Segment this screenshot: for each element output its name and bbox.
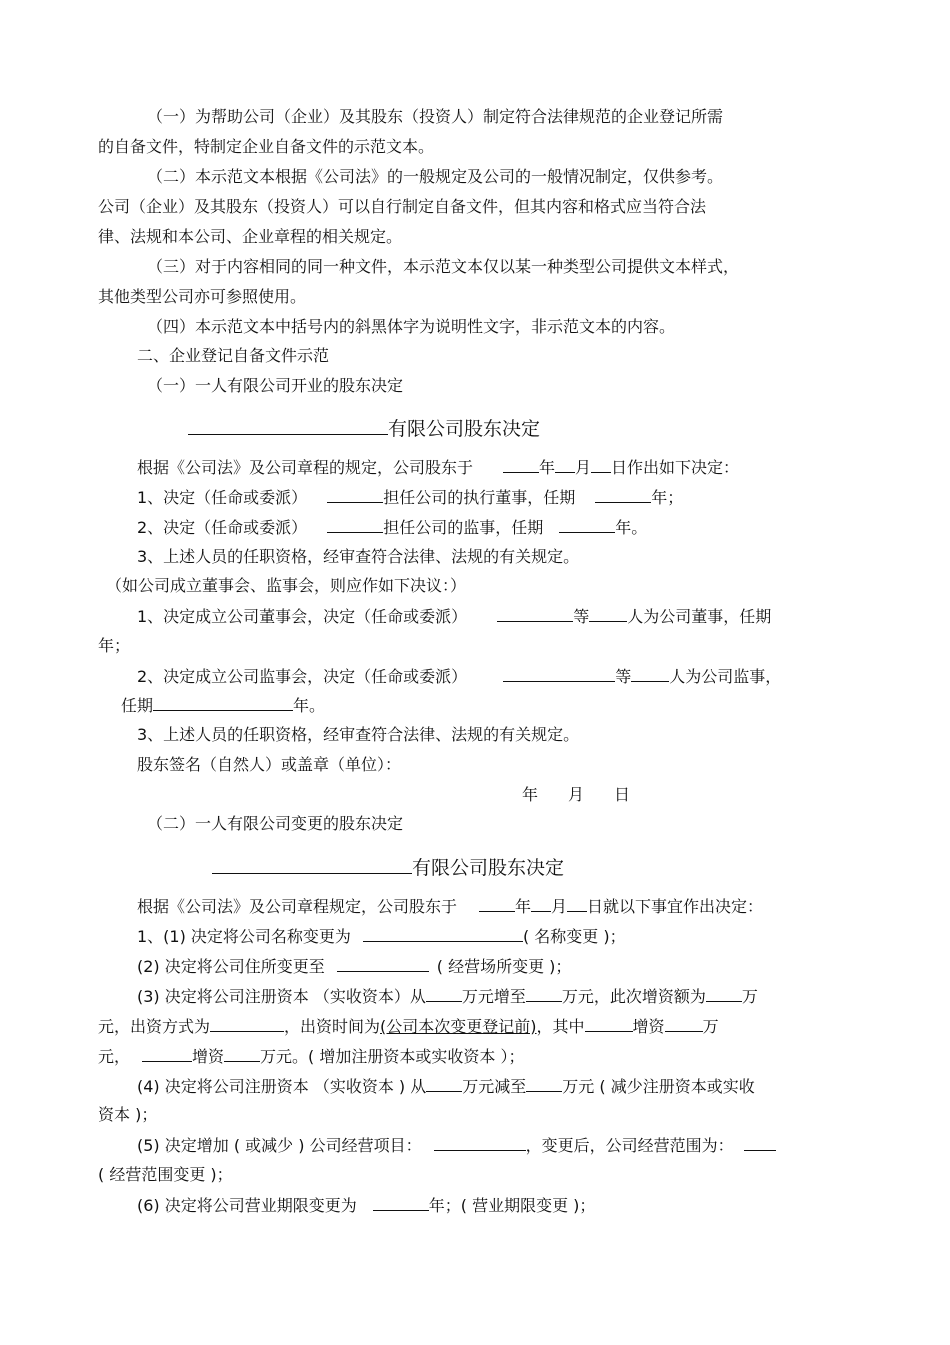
blank — [589, 606, 627, 622]
paragraph-2-line-1: （二）本示范文本根据《公司法》的一般规定及公司的一般情况制定，仅供参考。 — [147, 167, 724, 186]
decision-2-item-1: 1、(1) 决定将公司名称变更为 ( 名称变更 )； — [137, 927, 626, 946]
decision-1-board-item-1: 1、决定成立公司董事会，决定（任命或委派） 等 人为公司董事，任期 — [137, 607, 772, 626]
paragraph-4: （四）本示范文本中括号内的斜黑体字为说明性文字，非示范文本的内容。 — [147, 317, 676, 336]
decision-1-board-item-1-cont: 年； — [98, 636, 131, 655]
subsection-heading-2: （二）一人有限公司变更的股东决定 — [147, 814, 404, 833]
blank — [567, 896, 587, 912]
blank — [142, 1046, 192, 1062]
paragraph-1-line-2: 的自备文件，特制定企业自备文件的示范文本。 — [98, 137, 435, 156]
paragraph-2-line-3: 律、法规和本公司、企业章程的相关规定。 — [98, 227, 403, 246]
section-heading-2: 二、企业登记自备文件示范 — [137, 346, 330, 365]
blank — [426, 986, 462, 1002]
decision-1-note: （如公司成立董事会、监事会，则应作如下决议：） — [106, 576, 467, 595]
blank — [503, 666, 615, 682]
blank — [503, 457, 539, 473]
blank — [531, 896, 551, 912]
company-name-blank — [212, 853, 412, 874]
company-name-blank — [188, 414, 388, 435]
decision-1-item-1: 1、决定（任命或委派） 担任公司的执行董事，任期 年； — [137, 488, 684, 507]
decision-1-item-3: 3、上述人员的任职资格，经审查符合法律、法规的有关规定。 — [137, 547, 580, 566]
blank — [497, 606, 573, 622]
signature-line: 股东签名（自然人）或盖章（单位）： — [137, 755, 402, 774]
blank — [337, 956, 429, 972]
decision-1-item-2: 2、决定（任命或委派） 担任公司的监事，任期 年。 — [137, 518, 648, 537]
blank — [591, 457, 611, 473]
blank — [327, 487, 383, 503]
blank — [665, 1016, 703, 1032]
decision-2-item-6: (6) 决定将公司营业期限变更为 年；( 营业期限变更 )； — [137, 1196, 596, 1215]
decision-2-item-4-line-2: 资本 )； — [98, 1105, 158, 1124]
blank — [585, 1016, 633, 1032]
decision-2-item-3-line-2: 元，出资方式为 ，出资时间为(公司本次变更登记前)，其中 增资 万 — [98, 1017, 719, 1036]
decision-1-board-item-2-cont: 任期 年。 — [121, 696, 326, 715]
decision-2-intro: 根据《公司法》及公司章程规定，公司股东于 年 月 日就以下事宜作出决定： — [137, 897, 764, 916]
decision-1-board-item-3: 3、上述人员的任职资格，经审查符合法律、法规的有关规定。 — [137, 725, 580, 744]
paragraph-3-line-1: （三）对于内容相同的同一种文件，本示范文本仅以某一种类型公司提供文本样式， — [147, 257, 740, 276]
decision-2-item-5-line-1: (5) 决定增加 ( 或减少 ) 公司经营项目： ，变更后，公司经营范围为： — [137, 1135, 776, 1156]
decision-1-board-item-2: 2、决定成立公司监事会，决定（任命或委派） 等 人为公司监事， — [137, 667, 782, 686]
blank — [479, 896, 515, 912]
signature-date: 年 月 日 — [522, 785, 631, 804]
blank — [210, 1016, 284, 1032]
blank — [224, 1046, 260, 1062]
blank — [526, 1076, 562, 1092]
blank — [426, 1076, 462, 1092]
decision-2-item-5-line-2: ( 经营范围变更 )； — [98, 1165, 233, 1184]
paragraph-2-line-2: 公司（企业）及其股东（投资人）可以自行制定自备文件，但其内容和格式应当符合法 — [98, 197, 707, 216]
blank — [559, 517, 615, 533]
decision-2-item-4-line-1: (4) 决定将公司注册资本 （实收资本 ) 从 万元减至 万元 ( 减少注册资本或实收 — [137, 1077, 755, 1096]
blank — [555, 457, 575, 473]
blank — [526, 986, 562, 1002]
decision-1-title: 有限公司股东决定 — [188, 414, 540, 441]
paragraph-1-line-1: （一）为帮助公司（企业）及其股东（投资人）制定符合法律规范的企业登记所需 — [147, 107, 724, 126]
blank — [706, 986, 742, 1002]
blank — [363, 926, 523, 942]
blank — [373, 1195, 429, 1211]
decision-2-title: 有限公司股东决定 — [212, 853, 564, 880]
blank — [434, 1135, 526, 1151]
decision-1-intro: 根据《公司法》及公司章程的规定，公司股东于 年 月 日作出如下决定： — [137, 458, 740, 477]
blank — [327, 517, 383, 533]
blank — [595, 487, 651, 503]
blank — [744, 1135, 776, 1151]
decision-2-item-3-line-3: 元， 增资 万元。( 增加注册资本或实收资本 ）； — [98, 1047, 525, 1066]
subsection-heading-1: （一）一人有限公司开业的股东决定 — [147, 376, 404, 395]
blank — [631, 666, 669, 682]
decision-2-item-3-line-1: (3) 决定将公司注册资本 （实收资本）从 万元增至 万元，此次增资额为 万 — [137, 987, 758, 1006]
blank — [153, 695, 293, 711]
decision-2-item-2: (2) 决定将公司住所变更至 ( 经营场所变更 )； — [137, 957, 572, 976]
paragraph-3-line-2: 其他类型公司亦可参照使用。 — [98, 287, 307, 306]
